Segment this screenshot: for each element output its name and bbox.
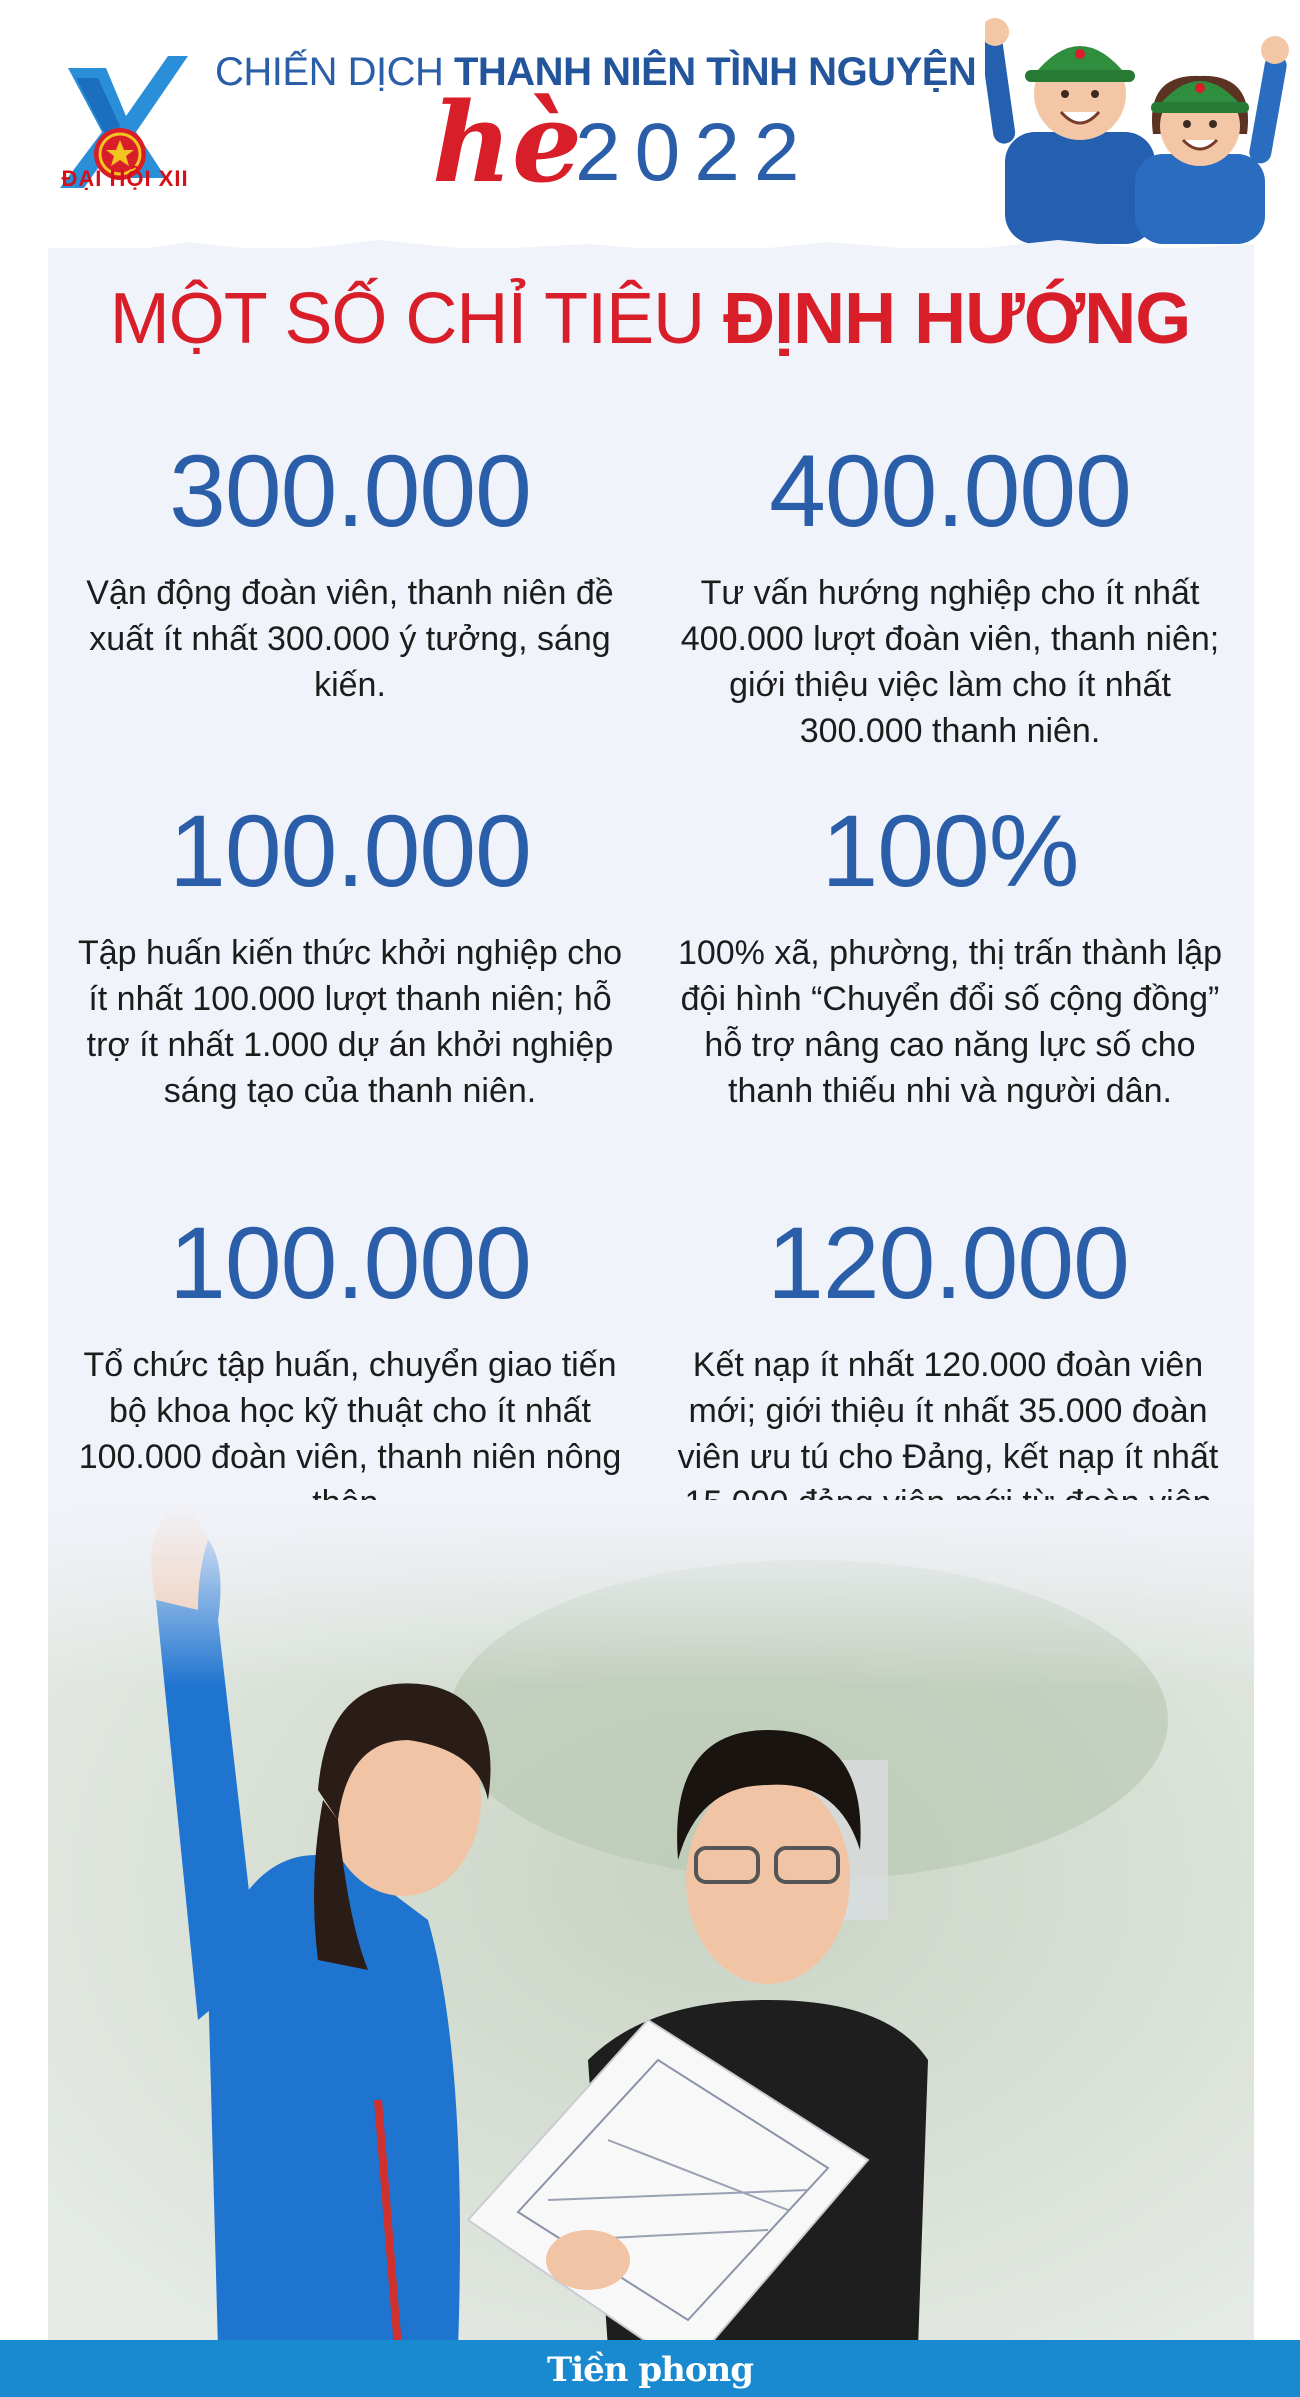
metric-description: Tư vấn hướng nghiệp cho ít nhất 400.000 lượt đoàn viên, thanh niên; giới thiệu việc làm cho ít nhất 300.000 thanh niên.: [680, 574, 1220, 750]
publisher-logo: Tiền phong: [546, 2350, 754, 2390]
metric-description: 100% xã, phường, thị trấn thành lập đội hình “Chuyển đổi số cộng đồng” hỗ trợ nâng cao năng lực số cho thanh thiếu nhi và người dân.: [677, 934, 1223, 1110]
campaign-title: [215, 50, 976, 95]
metric-value: 400.000: [769, 434, 1131, 548]
metric-ideas: [70, 434, 630, 708]
metric-digital-transformation: [670, 794, 1230, 1114]
volunteers-photo: [48, 1500, 1254, 2348]
metric-description: Vận động đoàn viên, thanh niên đề xuất ít nhất 300.000 ý tưởng, sáng kiến.: [86, 574, 614, 704]
torn-paper-edge: [48, 232, 1254, 272]
heading-bold: ĐỊNH HƯỚNG: [723, 279, 1191, 359]
metric-value: 300.000: [169, 434, 531, 548]
metric-technology-transfer: [70, 1206, 630, 1526]
campaign-name: THANH NIÊN TÌNH NGUYỆN: [453, 50, 977, 94]
metric-value: 100%: [821, 794, 1079, 908]
volunteer-mascots-illustration: [985, 14, 1295, 244]
metric-description: Tổ chức tập huấn, chuyển giao tiến bộ khoa học kỹ thuật cho ít nhất 100.000 đoàn viên, thanh niên nông: [78, 1346, 622, 1476]
heading-light: MỘT SỐ CHỈ TIÊU: [109, 279, 705, 359]
metric-description: Tập huấn kiến thức khởi nghiệp cho ít nhất 100.000 lượt thanh niên; hỗ trợ ít nhất 1.000 dự án khởi nghiệp sáng tạo của thanh niên.: [77, 934, 623, 1110]
season-word: hè: [432, 78, 582, 207]
metric-startup-training: [70, 794, 630, 1114]
metric-value: 120.000: [767, 1206, 1129, 1320]
logo-caption: ĐẠI HỘI XII: [61, 166, 189, 191]
metric-career-guidance: [670, 434, 1230, 754]
campaign-prefix: CHIẾN DỊCH: [215, 50, 444, 94]
section-heading: [0, 278, 1300, 360]
metric-value: 100.000: [169, 794, 531, 908]
campaign-year: 2022: [575, 107, 814, 198]
metric-description: Kết nạp ít nhất 120.000 đoàn viên mới; giới thiệu ít nhất 35.000 đoàn viên ưu tú cho Đảng, kết nạp ít nhất: [677, 1346, 1219, 1476]
metric-value: 100.000: [169, 1206, 531, 1320]
